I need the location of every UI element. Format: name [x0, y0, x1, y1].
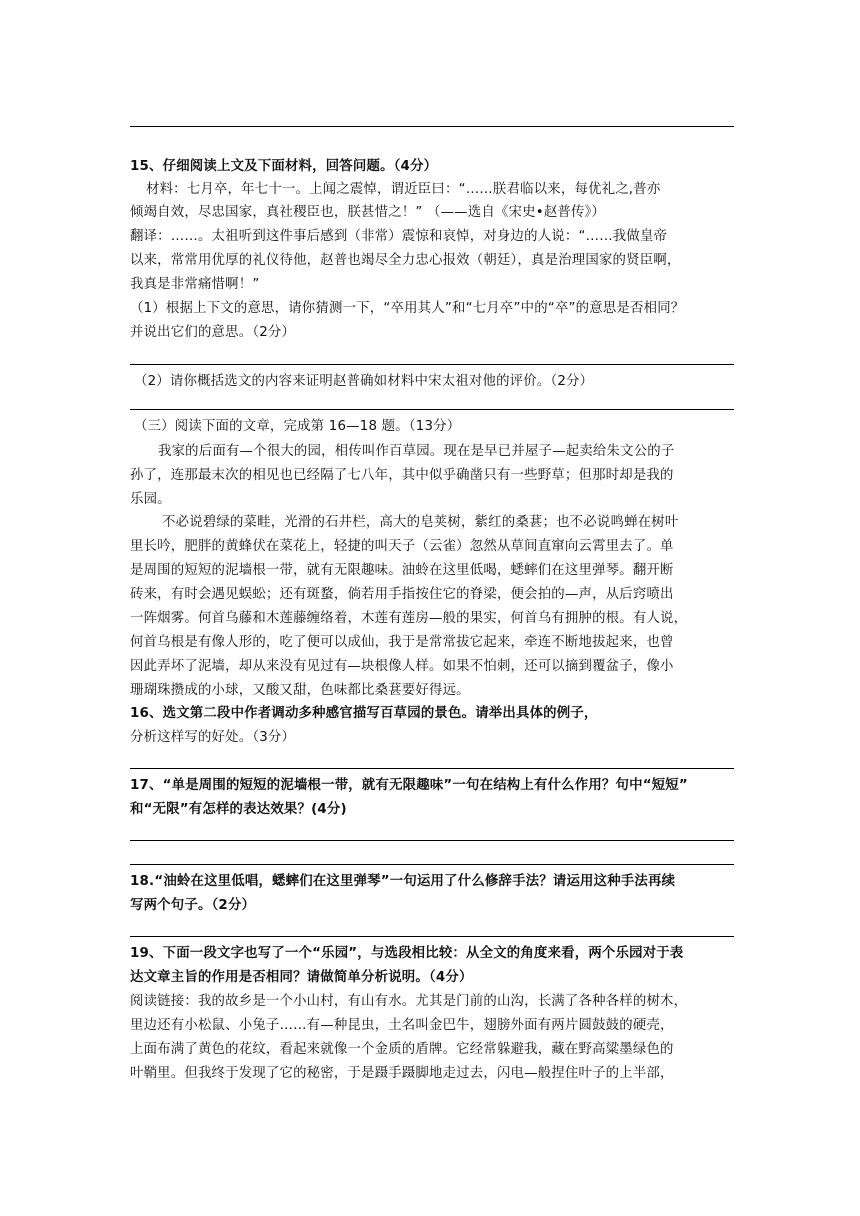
q15-material-line-1: 材料：七月卒，年七十一。上闻之震悼，谓近臣曰：“……朕君临以来，每优礼之,普亦 [146, 182, 661, 197]
answer-line-q15-1[interactable] [130, 364, 734, 365]
q15-translation-line-2: 以来，常常用优厚的礼仪待他，赵普也竭尽全力忠心报效（朝廷），真是治理国家的贤臣啊， [130, 253, 681, 268]
passage-para2-line-1: 不必说碧绿的菜畦，光滑的石井栏，高大的皂荚树，紫红的桑葚；也不必说鸣蝉在树叶 [162, 515, 679, 530]
reading-link-line-4: 叶鞘里。但我终于发现了它的秘密，于是蹑手蹑脚地走过去，闪电—般捏住叶子的上半部， [130, 1066, 674, 1081]
passage-para2-line-5: 一阵烟雾。何首乌藤和木莲藤缠络着，木莲有莲房—般的果实，何首乌有拥肿的根。有人说， [130, 611, 688, 626]
reading-link-line-3: 上面布满了黄色的花纹，看起来就像一个金质的盾牌。它经常躲避我，藏在野高粱墨绿色的 [130, 1042, 674, 1057]
answer-line-q16[interactable] [130, 768, 734, 769]
passage-para2-line-4: 砖来，有时会遇见蜈蚣；还有斑蝥，倘若用手指按住它的脊梁，便会拍的—声，从后窍喷出 [130, 587, 674, 602]
question-19-line-1: 19、下面一段文字也写了一个“乐园”，与选段相比较：从全文的角度来看，两个乐园对于表 [130, 946, 684, 961]
q15-translation-line-3: 我真是非常痛惜啊！” [130, 277, 260, 292]
question-18-line-1: 18.“油蛉在这里低唱，蟋蟀们在这里弹琴”一句运用了什么修辞手法？请运用这种手法再续 [130, 874, 676, 889]
q15-sub1-line-2: 并说出它们的意思。（2分） [130, 325, 296, 340]
question-16-line-1: 16、选文第二段中作者调动多种感官描写百草园的景色。请举出具体的例子， [130, 706, 598, 721]
answer-line-q17-2[interactable] [130, 864, 734, 865]
q15-translation-line-1: 翻译：……。太祖听到这件事后感到（非常）震惊和哀悼，对身边的人说：“……我做皇帝 [130, 229, 668, 244]
q15-material-line-2: 倾竭自效，尽忠国家，真社稷臣也，朕甚惜之！” （——选自《宋史•赵普传》） [130, 205, 606, 220]
q15-sub2: （2）请你概括选文的内容来证明赵普确如材料中宋太祖对他的评价。（2分） [134, 374, 594, 389]
question-18-line-2: 写两个句子。（2分） [130, 898, 256, 913]
passage-para2-line-6: 何首乌根是有像人形的，吃了便可以成仙，我于是常常拔它起来，牵连不断地拔起来，也曾 [130, 635, 674, 650]
answer-line-q17-1[interactable] [130, 840, 734, 841]
passage-para1-line-3: 乐园。 [130, 492, 171, 507]
question-17-line-1: 17、“单是周围的短短的泥墙根一带，就有无限趣味”一句在结构上有什么作用？句中“短短” [130, 778, 688, 793]
passage-para2-line-7: 因此弄坏了泥墙，却从来没有见过有—块根像人样。如果不怕刺，还可以摘到覆盆子，像小 [130, 659, 674, 674]
question-15-title: 15、仔细阅读上文及下面材料，回答问题。（4分） [130, 159, 438, 174]
answer-line-q15-2[interactable] [130, 409, 734, 410]
passage-para2-line-2: 里长吟，肥胖的黄蜂伏在菜花上，轻捷的叫天子（云雀）忽然从草间直窜向云霄里去了。单 [130, 539, 674, 554]
question-19-line-2: 达文章主旨的作用是否相同？请做简单分析说明。（4分） [130, 970, 473, 985]
reading-link-line-2: 里边还有小松鼠、小兔子……有—种昆虫，土名叫金巴牛，翅膀外面有两片圆鼓鼓的硬壳， [130, 1018, 674, 1033]
question-16-line-2: 分析这样写的好处。（3分） [130, 730, 296, 745]
reading-link-line-1: 阅读链接：我的故乡是一个小山村，有山有水。尤其是门前的山沟，长满了各种各样的树木， [130, 994, 688, 1009]
divider-top [130, 126, 734, 127]
answer-line-q18[interactable] [130, 936, 734, 937]
passage-para2-line-3: 是周围的短短的泥墙根一带，就有无限趣味。油蛉在这里低喝，蟋蟀们在这里弹琴。翻开断 [130, 563, 674, 578]
section-3-title: （三）阅读下面的文章，完成第 16—18 题。（13分） [134, 419, 461, 434]
passage-para1-line-2: 孙了，连那最末次的相见也已经隔了七八年，其中似乎确凿只有一些野草；但那时却是我的 [130, 468, 674, 483]
passage-para1-line-1: 我家的后面有—个很大的园，相传叫作百草园。现在是早已并屋子—起卖给朱文公的子 [158, 444, 675, 459]
question-17-line-2: 和“无限”有怎样的表达效果？(4分) [130, 802, 347, 817]
passage-para2-line-8: 珊瑚珠攒成的小球，又酸又甜，色味都比桑葚要好得远。 [130, 683, 470, 698]
q15-sub1-line-1: （1）根据上下文的意思，请你猜测一下，“卒用其人”和“七月卒”中的“卒”的意思是否相同？ [130, 301, 685, 316]
